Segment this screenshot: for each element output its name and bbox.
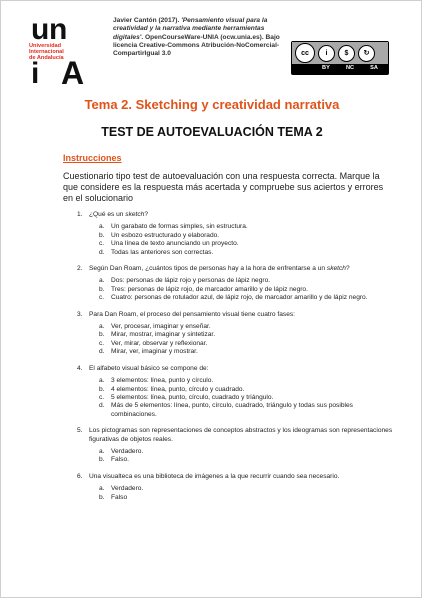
citation-author: Javier Cantón (2017). — [113, 17, 182, 24]
question-text — [89, 265, 397, 273]
citation-license: . OpenCourseWare-UNIA (ocw.unia.es). Bajo licencia Creative-Commons Atribución-NoComercial-CompartirIgual 3.0 — [113, 33, 280, 58]
option-text: Verdadero. — [111, 447, 144, 455]
answer-option[interactable] — [99, 386, 397, 394]
question-text — [89, 473, 397, 481]
logo-university-name: Universidad Internacional de Andalucía — [29, 43, 64, 61]
logo-letter-n: n — [49, 13, 68, 46]
question-number: 5. — [77, 427, 83, 435]
option-letter: d. — [99, 402, 105, 410]
option-text: Mirar, mostrar, imaginar y sintetizar. — [111, 331, 216, 339]
option-letter: c. — [99, 393, 105, 401]
instructions-title: Instrucciones — [63, 153, 122, 163]
option-text: 3 elementos: línea, punto y círculo. — [111, 377, 214, 385]
answer-options — [77, 277, 397, 302]
answer-option[interactable] — [99, 348, 397, 356]
answer-options — [77, 323, 397, 357]
option-text: 5 elementos: línea, punto, círculo, cuadrado y triángulo. — [111, 393, 274, 401]
citation-header — [113, 17, 283, 58]
option-letter: d. — [99, 348, 105, 356]
answer-options — [77, 448, 397, 465]
question-text-part: Una visualteca es una biblioteca de imágenes a la que recurrir cuando sea necesario. — [89, 472, 340, 480]
logo-letter-u: u — [31, 13, 50, 46]
answer-option[interactable] — [99, 402, 397, 419]
question-3 — [77, 311, 397, 357]
option-text: Falso. — [111, 456, 129, 464]
option-text: Una línea de texto anunciando un proyecto. — [111, 240, 239, 248]
answer-option[interactable] — [99, 223, 397, 231]
answer-option[interactable] — [99, 286, 397, 294]
answer-option[interactable] — [99, 377, 397, 385]
option-letter: a. — [99, 447, 105, 455]
question-number: 1. — [77, 211, 83, 218]
option-text: Mirar, ver, imaginar y mostrar. — [111, 348, 198, 356]
option-text: Falso — [111, 493, 128, 501]
answer-option[interactable] — [99, 485, 397, 493]
option-letter: a. — [99, 323, 105, 331]
answer-option[interactable] — [99, 494, 397, 502]
question-2 — [77, 265, 397, 303]
logo-letter-a: A — [61, 55, 85, 91]
question-number: 2. — [77, 265, 83, 273]
question-list — [77, 211, 397, 510]
noncommercial-icon: $ — [338, 45, 355, 62]
option-letter: b. — [99, 331, 105, 339]
option-text: Todas las anteriores son correctas. — [111, 248, 214, 256]
answer-option[interactable] — [99, 232, 397, 240]
question-6 — [77, 473, 397, 502]
test-title: TEST DE AUTOEVALUACIÓN TEMA 2 — [101, 125, 323, 139]
option-text: Verdadero. — [111, 485, 144, 493]
question-text-part: Los pictogramas son representaciones de conceptos abstractos y los ideogramas son representaciones figurativas de objetos reales. — [89, 427, 393, 443]
option-letter: b. — [99, 231, 105, 239]
option-text: Tres: personas de lápiz rojo, de marcador amarillo y de lápiz negro. — [111, 285, 308, 293]
option-letter: b. — [99, 493, 105, 501]
citation-title: 'Pensamiento visual para la creatividad y la narrativa mediante herramientas digitales' — [113, 17, 268, 41]
unia-logo — [29, 13, 97, 91]
option-text: Ver, procesar, imaginar y enseñar. — [111, 323, 211, 331]
answer-option[interactable] — [99, 448, 397, 456]
question-text-part: ? — [345, 265, 350, 273]
answer-option[interactable] — [99, 240, 397, 248]
option-text: Un garabato de formas simples, sin estructura. — [111, 223, 248, 231]
question-text-part: sketch — [326, 265, 346, 273]
logo-letter-i: i — [31, 57, 40, 90]
question-text-part: Para Dan Roam, el proceso del pensamiento visual tiene cuatro fases: — [89, 310, 295, 318]
answer-options — [77, 223, 397, 257]
attribution-icon: i — [318, 45, 335, 62]
option-letter: b. — [99, 285, 105, 293]
answer-option[interactable] — [99, 340, 397, 348]
option-text: Cuatro: personas de rotulador azul, de lápiz rojo, de marcador amarillo y de lápiz negro. — [111, 294, 368, 302]
answer-option[interactable] — [99, 323, 397, 331]
cc-label-nc: NC — [345, 65, 355, 71]
option-letter: c. — [99, 294, 105, 302]
question-text-part: sketch — [125, 211, 145, 218]
answer-options — [77, 485, 397, 502]
option-letter: d. — [99, 248, 105, 256]
question-number: 6. — [77, 472, 83, 480]
option-letter: b. — [99, 385, 105, 393]
option-text: Un esbozo estructurado y elaborado. — [111, 231, 220, 239]
cc-label-by: BY — [322, 65, 330, 71]
option-letter: c. — [99, 240, 105, 248]
sharealike-icon: ↻ — [358, 45, 375, 62]
question-text — [89, 211, 397, 219]
option-text: Más de 5 elementos: línea, punto, círculo, cuadrado, triángulo y todas sus posibles combinaciones. — [111, 402, 353, 418]
option-letter: a. — [99, 485, 105, 493]
question-number: 3. — [77, 310, 83, 318]
option-text: Ver, mirar, observar y reflexionar. — [111, 339, 208, 347]
option-text: Dos: personas de lápiz rojo y personas de lápiz negro. — [111, 277, 271, 285]
question-text — [89, 427, 397, 444]
question-text-part: El alfabeto visual básico se compone de: — [89, 364, 209, 372]
instructions-text: Cuestionario tipo test de autoevaluación con una respuesta correcta. Marque la que considere es la respuesta más acertada y compruebe sus aciertos y errores en el solucionario — [63, 171, 384, 203]
cc-icons — [292, 42, 388, 64]
cc-license-badge — [291, 41, 389, 75]
answer-option[interactable] — [99, 277, 397, 285]
question-4 — [77, 365, 397, 419]
question-text — [89, 311, 397, 319]
question-text-part: ? — [144, 211, 149, 218]
option-letter: a. — [99, 223, 105, 231]
option-letter: a. — [99, 377, 105, 385]
answer-option[interactable] — [99, 394, 397, 402]
option-letter: c. — [99, 339, 105, 347]
answer-option[interactable] — [99, 331, 397, 339]
question-1 — [77, 211, 397, 257]
cc-icon: cc — [295, 43, 315, 63]
answer-option[interactable] — [99, 294, 397, 302]
question-text — [89, 365, 397, 373]
answer-options — [77, 377, 397, 419]
option-letter: b. — [99, 456, 105, 464]
answer-option[interactable] — [99, 249, 397, 257]
option-letter: a. — [99, 277, 105, 285]
question-text-part: ¿Qué es un — [89, 211, 126, 218]
cc-label-sa: SA — [370, 65, 378, 71]
question-text-part: Según Dan Roam, ¿cuántos tipos de personas hay a la hora de enfrentarse a un — [89, 265, 327, 273]
option-text: 4 elementos: línea, punto, círculo y cuadrado. — [111, 385, 245, 393]
question-number: 4. — [77, 364, 83, 372]
answer-option[interactable] — [99, 456, 397, 464]
cc-labels — [314, 65, 386, 71]
tema-title: Tema 2. Sketching y creatividad narrativa — [84, 97, 340, 112]
question-5 — [77, 427, 397, 465]
